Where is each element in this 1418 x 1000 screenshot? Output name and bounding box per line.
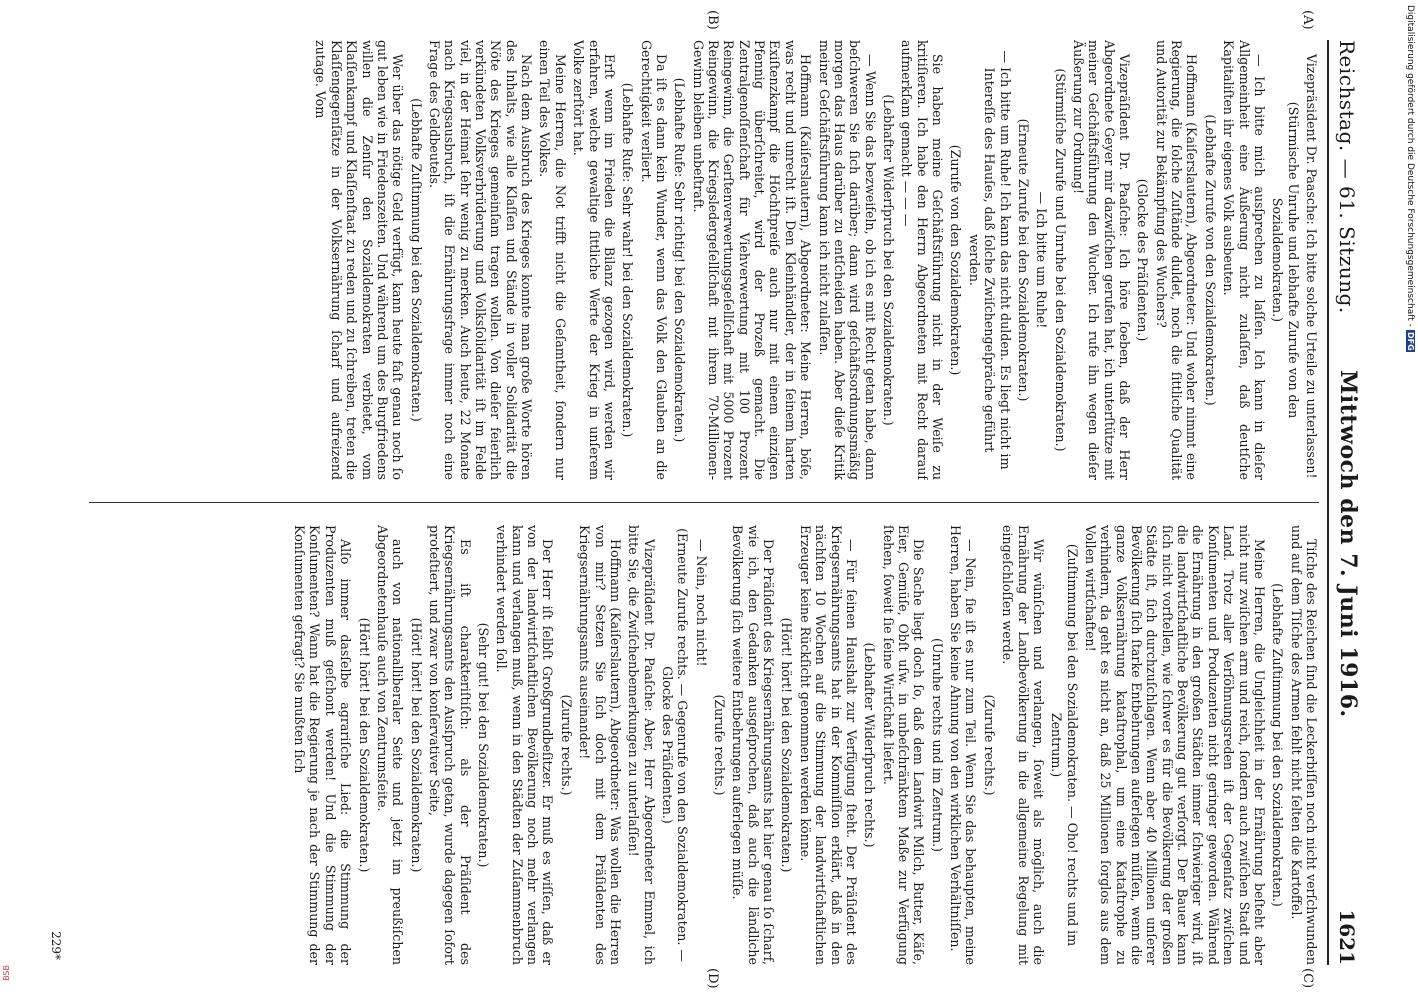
text-paragraph: Meine Herren, die Not trifft nicht die Geſamtheit, ſondern nur einen Teil des Volkes. [537,40,568,480]
text-paragraph: (Glocke des Präſidenten.) [1135,178,1151,342]
text-paragraph: — Ich bitte mich ausſprechen zu laſſen. Ich kann in dieſer Allgemeinheit eine Äußerung nicht zulaſſen, daß deutſche Kapitaliſten ihr eigenes Volk ausbeuten. [1221,40,1267,480]
text-paragraph: Sie haben meine Geſchäftsführung nicht in der Weiſe zu kritiſieren. Ich habe den Herrn Abgeordneten mit Recht darauf aufmerkſam gemacht — — — [899,40,946,480]
left-text-column [69,40,1319,480]
text-paragraph: Vizepräſident Dr. Paaſche: Ich höre ſoeben, daß der Herr Abgeordnete Geyer mir dazwiſchen gerufen hat, ich unterſtütze mit meiner Geſchäftsführung den Wucher. Ich rufe ihn wegen dieſer Äußerung zur Ordnung! [1070,40,1133,480]
text-paragraph: Es iſt charakteriſtiſch: als der Präſident des Kriegsernährungsamts den Ausſpruch getan, wurde dagegen ſofort proteſtiert, und zwar von konſervativer Seite, [426,525,473,965]
text-paragraph: (Lebhafter Widerſpruch rechts.) [862,642,878,848]
text-paragraph: (Zurufe rechts.) [558,694,574,796]
text-paragraph: Vizepräsident Dr. Paasche: Ich bitte solche Urteile zu unterlassen! [1304,54,1319,479]
page-header [1327,40,1369,965]
text-paragraph: auch von nationalliberaler Seite und jetzt im preußiſchen Abgeordnetenhauſe auch von Zentrumsſeite. [374,525,406,965]
right-text-column [69,525,1319,965]
text-paragraph: Da iſt es dann kein Wunder, wenn das Volk den Glauben an die Gerechtigkeit verliert. [638,40,669,480]
digitization-notice [1401,5,1415,995]
text-paragraph: (Hört! hört! bei den Sozialdemokraten.) [408,617,424,873]
text-paragraph: (Zurufe von den Sozialdemokraten.) [948,144,964,376]
text-paragraph: (Lebhafte Zurufe von den Sozialdemokraten.) [1202,114,1218,406]
margin-marker-b: (B) [705,10,720,30]
library-stamp: BSB [2,965,11,981]
text-paragraph: (Zurufe rechts.) [981,694,997,796]
text-paragraph: — Für ſeinen Haushalt zur Verfügung ſteht. Der Präſident des Kriegsernährungsamts hat in der Kommiſſion erklärt, daß in den nächſten 10 Wochen auf die Stimmung der landwirtſchaftlichen Erzeuger keine Rückſicht genommen werden könne. [797,525,859,965]
header-date: Mittwoch den 7. Juni 1916. [1335,370,1361,718]
text-paragraph: (Hört! hört! bei den Sozialdemokraten.) [779,617,795,873]
text-paragraph: (Erneute Zurufe bei den Sozialdemokraten.) [1015,118,1031,402]
text-paragraph: (Lebhafte Zuſtimmung bei den Sozialdemokraten.) [1270,583,1286,907]
text-paragraph: — Ich bitte um Ruhe! Ich kann das nicht dulden. Es liegt nicht im Intereſſe des Hauſes, daß ſolche Zwiſchengeſpräche geführt werden. [966,50,1013,470]
text-paragraph: Vizepräſident Dr. Paaſche: Aber, Herr Abgeordneter Emmel, ich bitte Sie, die Zwiſchenbemerkungen zu unterlaſſen! [626,525,657,965]
text-paragraph: (Erneute Zurufe rechts. — Gegenrufe von den Sozialdemokraten. — Glocke des Präſidenten.) [659,528,691,962]
digitization-notice-text: Digitalisierung gefördert durch die Deutsche Forschungsgemeinschaft - [1405,5,1415,327]
text-paragraph: (Lebhafter Widerſpruch bei den Sozialdemokraten.) [881,94,897,426]
text-paragraph: Der Herr iſt ſelbſt Großgrundbeſitzer. Er muß es wiſſen, daß er von der landwirtſchaftlichen Bevölkerung noch mehr verlangen kann und verlangen muß, wenn in den Städten der Zuſammenbruch verhindert werden ſoll. [494,525,556,965]
margin-marker-a: (A) [1300,10,1315,30]
text-paragraph: (Lebhafte Zuſtimmung bei den Sozialdemokraten.) [408,98,424,422]
margin-marker-d: (D) [705,968,720,989]
text-paragraph: (Lebhafte Rufe: Sehr richtig! bei den Sozialdemokraten.) [672,77,688,443]
column-divider [89,502,1319,503]
text-paragraph: Wer über das nötige Geld verfügt, kann heute faſt genau noch ſo gut leben wie in Friedenszeiten. Und während um des Burgfriedens willen die Zenſur den Sozialdemokraten verbietet, vom Klaſſenkampf und Klaſſenſtaat zu reden und zu ſchreiben, treten die Klaſſengegenſätze in der Volksernährung ſcharf und aufreizend zutage. Vom [313,40,406,480]
text-paragraph: — Wenn Sie das bezweifeln, ob ich es mit Recht getan habe, dann beſchweren Sie ſich darüber; dann wird geſchäftsordnungsmäßig morgen das Haus darüber zu entſcheiden haben. Aber dieſe Kritik meiner Geſchäftsführung kann ich nicht zulaſſen. [816,40,878,480]
text-paragraph: Erſt wenn im Frieden die Bilanz gezogen wird, werden wir erfahren, welche gewaltige ſittliche Werte der Krieg in unſerem Volke zerſtört hat. [571,40,617,480]
page-number: 1621 [1335,909,1359,965]
text-paragraph: — Ich bitte um Ruhe! [1034,191,1050,329]
text-paragraph: (Stürmiſche Zurufe und Unruhe bei den Sozialdemokraten.) [1052,68,1068,452]
margin-marker-c: (C) [1300,968,1315,989]
text-paragraph: (Hört! hört! bei den Sozialdemokraten.) [356,617,372,873]
text-paragraph: Alſo immer dasſelbe agrariſche Lied: die Stimmung der Produzenten muß geſchont werden! Und die Stimmung der Konſumenten? Wann hat die Regierung je nach der Stimmung der Konſumenten gefragt? Sie mußten ſich [292,525,354,965]
text-paragraph: (Lebhafte Rufe: Sehr wahr! bei den Sozialdemokraten.) [620,82,636,438]
text-paragraph: Tiſche des Reichen ſind die Leckerbiſſen noch nicht verſchwunden und auf dem Tiſche des Armen fehlt nicht ſelten die Kartoffel. [1288,525,1319,965]
text-paragraph: Hoffmann (Kaiſerslautern), Abgeordneter: Meine Herren, böſe, was recht und unrecht iſt. Den Kleinhändler, der in ſeinem harten Exiſtenzkampf die Höchſtpreiſe auch nur mit einem einzigen Pfennig überſchreitet, wird der Prozeß gemacht. Die Zentralgenoſſenſchaft für Viehverwertung mit 100 Prozent Reingewinn, die Gerſtenverwertungsgeſellſchaft mit 5000 Prozent Reingewinn, die Kriegsledergeſellſchaft mit ihrem 70-Millionen-Gewinn bleiben unbeſtraft. [690,40,814,480]
text-paragraph: — Nein, noch nicht! [693,539,709,667]
text-paragraph: Wir wünſchen und verlangen, ſoweit als möglich, auch die Ernährung der Landbevölkerung in die allgemeine Regelung mit eingeſchloſſen werde. [1000,525,1046,965]
text-paragraph: (Unruhe rechts und im Zentrum.) [929,637,945,853]
text-paragraph: — Nein, ſie iſt es nur zum Teil. Wenn Sie das behaupten, meine Herren, haben Sie keine Ahnung von den wirklichen Verhältniſſen. [948,525,979,965]
header-session: Reichstag. — 61. Sitzung. [1335,40,1359,314]
text-paragraph: Hoffmann (Kaiſerslautern), Abgeordneter: Und woher nimmt eine Regierung, die ſolche Zuſtände duldet, noch die ſittliche Qualität und Autorität zur Bekämpfung des Wuchers? [1153,40,1200,480]
text-paragraph: (Zurufe rechts.) [712,694,728,796]
text-paragraph: Meine Herren, die Ungleichheit in der Ernährung beſteht aber nicht nur zwiſchen arm und reich, ſondern auch zwiſchen Stadt und Land. Trotz aller Verſöhnungsreden iſt der Gegenſatz zwiſchen Konſumenten und Produzenten nicht geringer geworden. Während die Ernährung in den großen Städten immer ſchwieriger wird, iſt die landwirtſchaftliche Bevölkerung gut verſorgt. Der Bauer kann ſich nicht vorſtellen, wie ſchwer es für die Bevölkerung der großen Städte iſt, ſich durchzuſchlagen. Wenn aber 40 Millionen unſerer Bevölkerung ſich ſtarke Entbehrungen auferlegen müſſen, wenn die ganze Volksernährung kataſtrophal, um eine Kataſtrophe zu verhindern, da geht es nicht an, daß 25 Millionen ſorglos aus dem Vollen wirtſchaften! [1082,525,1267,965]
dfg-logo-badge: DFG [1406,331,1415,351]
signature-mark: 229* [49,931,63,960]
text-paragraph: Die Sache liegt doch ſo, daß dem Landwirt Milch, Butter, Käſe, Eier, Gemüſe, Obſt uſw. in unbeſchränktem Maße zur Verfügung ſtehen, ſoweit ſie ſeine Wirtſchaft liefert. [880,525,927,965]
text-paragraph: (Zuſtimmung bei den Sozialdemokraten. — Oho! rechts und im Zentrum.) [1049,543,1080,947]
text-paragraph: Nach dem Ausbruch des Krieges konnte man große Worte hören des Inhalts, wie alle Klaſſen und Stände in voller Solidarität die Nöte des Krieges gemeinſam tragen wollen. Von dieſer feierlich verkündeten Volksverbrüderung und Volksſolidarität iſt im Felde viel, in der Heimat ſehr wenig zu merken. Auch heute, 22 Monate nach Kriegsausbruch, iſt die Ernährungsfrage immer noch eine Frage des Geldbeutels. [426,40,535,480]
text-paragraph: (Stürmische Unruhe und lebhafte Zurufe von den Sozialdemokraten.) [1270,101,1301,419]
text-paragraph: Der Präſident des Kriegsernährungsamts hat hier genau ſo ſcharf, wie ich, den Gedanken ausgeſprochen, daß auch die ländliche Bevölkerung ſich weitere Entbehrungen auferlegen müſſe. [730,525,777,965]
text-paragraph: (Sehr gut! bei den Sozialdemokraten.) [476,622,492,868]
text-paragraph: Hoffmann (Kaiſerslautern), Abgeordneter: Was wollen die Herren von mir? Setzen Sie ſich doch mit dem Präſidenten des Kriegsernährungsamts auseinander! [577,525,623,965]
